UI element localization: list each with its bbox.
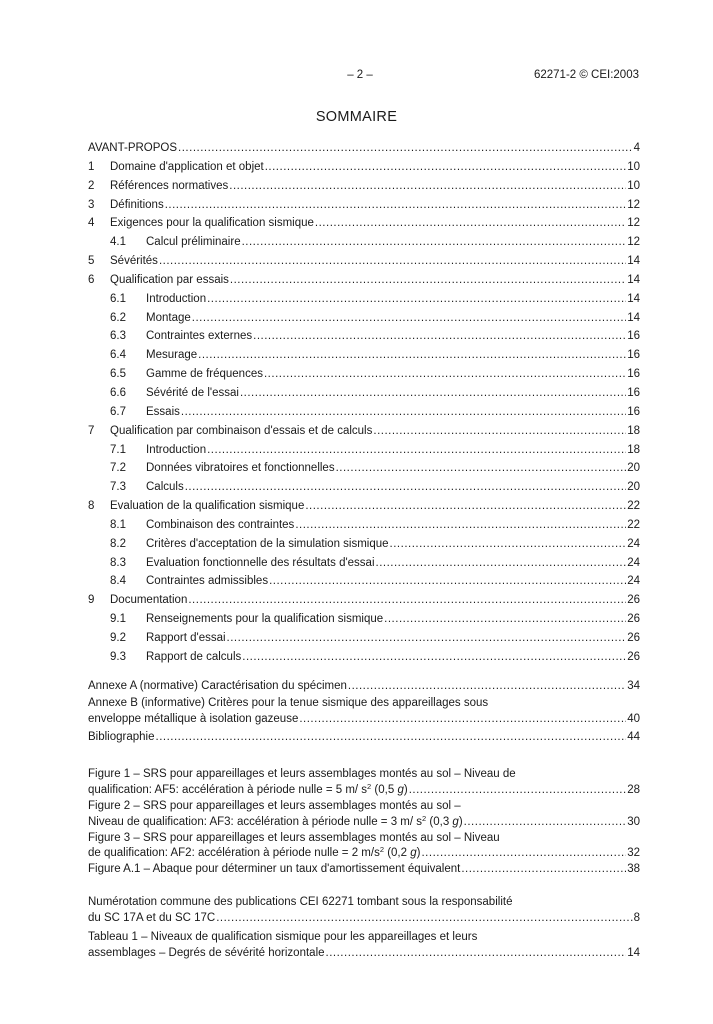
entry-page: 26 bbox=[627, 613, 640, 626]
entry-label-line: Figure 1 – SRS pour appareillages et leurs assemblages montés au sol – Niveau de bbox=[88, 768, 516, 780]
entry-label-line: assemblages – Degrés de sévérité horizontale bbox=[88, 946, 325, 959]
entry-page: 26 bbox=[627, 631, 640, 644]
toc-entry-common-numbering[interactable] bbox=[88, 895, 640, 927]
entry-label: Sévérités bbox=[110, 255, 158, 268]
toc-entry[interactable] bbox=[88, 459, 640, 478]
entry-page: 14 bbox=[627, 255, 640, 268]
entry-number: 6.4 bbox=[110, 349, 126, 362]
entry-page: 32 bbox=[627, 847, 640, 860]
entry-page: 10 bbox=[627, 160, 640, 173]
dot-leader bbox=[188, 591, 626, 610]
entry-page: 30 bbox=[627, 815, 640, 828]
toc-entry[interactable] bbox=[88, 252, 640, 271]
entry-label-line: enveloppe métallique à isolation gazeuse bbox=[88, 712, 299, 725]
entry-page: 16 bbox=[627, 368, 640, 381]
toc-entry-annex-a[interactable] bbox=[88, 677, 640, 696]
entry-page: 24 bbox=[627, 575, 640, 588]
entry-label: Qualification par combinaison d'essais et de calculs bbox=[110, 424, 373, 437]
entry-number: 6.3 bbox=[110, 330, 126, 343]
entry-label: Introduction bbox=[146, 443, 207, 456]
dot-leader bbox=[265, 158, 626, 177]
entry-label-line: Figure 3 – SRS pour appareillages et leurs assemblages montés au sol – Niveau bbox=[88, 831, 500, 844]
dot-leader bbox=[326, 946, 627, 962]
toc-entry[interactable] bbox=[88, 554, 640, 573]
entry-label-line: Niveau de qualification: AF3: accélération à période nulle = 3 m/ $s^2$ (0,3 g) bbox=[88, 813, 463, 828]
toc-entry[interactable] bbox=[88, 497, 640, 516]
entry-label: Introduction bbox=[146, 292, 207, 305]
dot-leader bbox=[409, 783, 627, 799]
toc-entry[interactable] bbox=[88, 648, 640, 667]
entry-label: Evaluation fonctionnelle des résultats d'essai bbox=[146, 556, 375, 569]
page-title: SOMMAIRE bbox=[315, 109, 398, 125]
dot-leader bbox=[242, 233, 627, 252]
dot-leader bbox=[198, 346, 626, 365]
entry-label: Qualification par essais bbox=[110, 273, 229, 286]
entry-page: 14 bbox=[627, 311, 640, 324]
entry-page: 18 bbox=[627, 424, 640, 437]
entry-number: 7.1 bbox=[110, 443, 126, 456]
entry-number: 9.3 bbox=[110, 650, 126, 663]
entry-number: 3 bbox=[88, 198, 95, 211]
entry-label: Combinaison des contraintes bbox=[146, 518, 295, 531]
entry-page: 12 bbox=[627, 198, 640, 211]
entry-label: Calcul préliminaire bbox=[146, 236, 241, 249]
dot-leader bbox=[216, 911, 632, 927]
entry-number: 2 bbox=[88, 179, 95, 192]
dot-leader bbox=[464, 815, 627, 831]
entry-label: Mesurage bbox=[146, 349, 198, 362]
entry-number: 8 bbox=[88, 500, 95, 513]
entry-page: 44 bbox=[627, 730, 640, 743]
entry-page: 24 bbox=[627, 556, 640, 569]
toc-entry[interactable] bbox=[88, 233, 640, 252]
toc-entry[interactable] bbox=[88, 290, 640, 309]
entry-number: 8.1 bbox=[110, 518, 126, 531]
entry-number: 6.2 bbox=[110, 311, 126, 324]
entry-page: 14 bbox=[627, 273, 640, 286]
toc-entry[interactable] bbox=[88, 516, 640, 535]
entry-label: Montage bbox=[146, 311, 191, 324]
entry-number: 7.2 bbox=[110, 462, 126, 475]
dot-leader bbox=[461, 862, 626, 878]
entry-page: 12 bbox=[627, 217, 640, 230]
entry-page: 24 bbox=[627, 537, 640, 550]
entry-label: Exigences pour la qualification sismique bbox=[110, 217, 314, 230]
document-reference: 62271-2 © CEI:2003 bbox=[533, 69, 639, 81]
entry-page: 14 bbox=[627, 946, 640, 959]
dot-leader bbox=[227, 629, 627, 648]
dot-leader bbox=[240, 384, 626, 403]
dot-leader bbox=[159, 252, 626, 271]
entry-page: 8 bbox=[633, 911, 640, 924]
toc-entry-figure-1[interactable] bbox=[88, 767, 640, 799]
entry-label: Domaine d'application et objet bbox=[110, 160, 264, 173]
entry-label: Bibliographie bbox=[88, 730, 155, 743]
entry-label: Gamme de fréquences bbox=[146, 368, 263, 381]
entry-label-line: Annexe B (informative) Critères pour la tenue sismique des appareillages sous bbox=[88, 696, 489, 709]
toc-entry[interactable] bbox=[88, 591, 640, 610]
entry-label: Calculs bbox=[146, 481, 184, 494]
entry-number: 4 bbox=[88, 217, 95, 230]
entry-label-line: de qualification: AF2: accélération à période nulle = 2 $m/s^2$ (0,2 g) bbox=[88, 845, 421, 860]
toc-entry-figure-3[interactable] bbox=[88, 831, 640, 863]
entry-page: 28 bbox=[627, 783, 640, 796]
toc-entry[interactable] bbox=[88, 177, 640, 196]
dot-leader bbox=[185, 478, 626, 497]
figure-list bbox=[88, 767, 640, 878]
entry-page: 12 bbox=[627, 236, 640, 249]
toc-entry[interactable] bbox=[88, 158, 640, 177]
page-number: – 2 – bbox=[347, 69, 373, 81]
entry-number: 8.4 bbox=[110, 575, 126, 588]
dot-leader bbox=[230, 271, 626, 290]
toc-entry[interactable] bbox=[88, 478, 640, 497]
annex-list bbox=[88, 677, 640, 746]
entry-label: Contraintes externes bbox=[146, 330, 253, 343]
entry-page: 20 bbox=[627, 462, 640, 475]
dot-leader bbox=[376, 554, 627, 573]
entry-page: 4 bbox=[633, 142, 640, 154]
entry-number: 9.1 bbox=[110, 613, 126, 626]
toc-entry[interactable] bbox=[88, 629, 640, 648]
entry-page: 26 bbox=[627, 650, 640, 663]
entry-page: 38 bbox=[627, 863, 640, 876]
entry-label-line: Figure 2 – SRS pour appareillages et leurs assemblages montés au sol – bbox=[88, 799, 461, 812]
entry-label-line: du SC 17A et du SC 17C bbox=[88, 911, 216, 924]
entry-page: 18 bbox=[627, 443, 640, 456]
dot-leader bbox=[299, 712, 626, 728]
toc-entry[interactable] bbox=[88, 384, 640, 403]
dot-leader bbox=[192, 309, 626, 328]
entry-label-line: qualification: AF5: accélération à période nulle = 5 m/ $s^2$ (0,5 g) bbox=[88, 781, 408, 796]
table-list bbox=[88, 895, 640, 962]
toc-entry[interactable] bbox=[88, 610, 640, 629]
entry-number: 4.1 bbox=[110, 236, 126, 249]
entry-label: Sévérité de l'essai bbox=[146, 386, 239, 399]
entry-number: 6 bbox=[88, 273, 95, 286]
entry-number: 9 bbox=[88, 594, 95, 607]
entry-page: 16 bbox=[627, 405, 640, 418]
toc-entry[interactable] bbox=[88, 196, 640, 215]
dot-leader bbox=[348, 677, 626, 696]
entry-number: 9.2 bbox=[110, 631, 126, 644]
toc-entry[interactable] bbox=[88, 327, 640, 346]
entry-page: 20 bbox=[627, 481, 640, 494]
dot-leader bbox=[181, 403, 626, 422]
toc-entry[interactable] bbox=[88, 309, 640, 328]
dot-leader bbox=[305, 497, 626, 516]
dot-leader bbox=[315, 214, 626, 233]
toc-entry[interactable] bbox=[88, 572, 640, 591]
dot-leader bbox=[242, 648, 626, 667]
entry-number: 8.2 bbox=[110, 537, 126, 550]
entry-number: 7.3 bbox=[110, 481, 126, 494]
dot-leader bbox=[165, 196, 627, 215]
entry-number: 6.1 bbox=[110, 292, 126, 305]
toc-entry[interactable] bbox=[88, 422, 640, 441]
entry-label: Annexe A (normative) Caractérisation du spécimen bbox=[88, 680, 347, 692]
entry-number: 5 bbox=[88, 255, 95, 268]
dot-leader bbox=[269, 572, 626, 591]
entry-number: 6.7 bbox=[110, 405, 126, 418]
dot-leader bbox=[390, 535, 627, 554]
entry-label: Evaluation de la qualification sismique bbox=[110, 500, 305, 513]
dot-leader bbox=[264, 365, 626, 384]
dot-leader bbox=[178, 139, 633, 158]
dot-leader bbox=[229, 177, 626, 196]
entry-page: 16 bbox=[627, 330, 640, 343]
toc-entry-bibliography[interactable] bbox=[88, 728, 640, 747]
entry-label: AVANT-PROPOS bbox=[88, 142, 178, 154]
entry-label: Critères d'acceptation de la simulation sismique bbox=[146, 537, 389, 550]
toc-entry[interactable] bbox=[88, 139, 640, 158]
dot-leader bbox=[384, 610, 626, 629]
entry-page: 26 bbox=[627, 594, 640, 607]
entry-page: 40 bbox=[627, 712, 640, 725]
dot-leader bbox=[207, 441, 626, 460]
toc-entry-annex-b[interactable] bbox=[88, 696, 640, 728]
toc-entry-figure-2[interactable] bbox=[88, 799, 640, 831]
toc-entry-figure-a1[interactable] bbox=[88, 862, 640, 878]
entry-number: 7 bbox=[88, 424, 95, 437]
entry-label: Documentation bbox=[110, 594, 188, 607]
entry-number: 6.5 bbox=[110, 368, 126, 381]
toc-entry[interactable] bbox=[88, 346, 640, 365]
entry-number: 6.6 bbox=[110, 386, 126, 399]
dot-leader bbox=[421, 846, 626, 862]
entry-label-line: Tableau 1 – Niveaux de qualification sismique pour les appareillages et leurs bbox=[88, 930, 478, 943]
dot-leader bbox=[336, 459, 627, 478]
entry-page: 34 bbox=[627, 680, 640, 692]
dot-leader bbox=[253, 327, 626, 346]
dot-leader bbox=[207, 290, 626, 309]
entry-page: 16 bbox=[627, 349, 640, 362]
toc-entry[interactable] bbox=[88, 214, 640, 233]
entry-number: 8.3 bbox=[110, 556, 126, 569]
table-of-contents bbox=[88, 139, 640, 667]
entry-label: Données vibratoires et fonctionnelles bbox=[146, 462, 335, 475]
entry-page: 22 bbox=[627, 500, 640, 513]
dot-leader bbox=[373, 422, 626, 441]
entry-page: 14 bbox=[627, 292, 640, 305]
entry-label: Définitions bbox=[110, 198, 164, 211]
entry-number: 1 bbox=[88, 160, 95, 173]
entry-page: 10 bbox=[627, 179, 640, 192]
toc-entry-table-1[interactable] bbox=[88, 930, 640, 962]
entry-label: Figure A.1 – Abaque pour déterminer un taux d'amortissement équivalent bbox=[88, 863, 461, 876]
entry-label: Renseignements pour la qualification sismique bbox=[146, 613, 384, 626]
entry-label: Essais bbox=[146, 405, 180, 418]
toc-entry[interactable] bbox=[88, 535, 640, 554]
entry-page: 16 bbox=[627, 386, 640, 399]
toc-entry[interactable] bbox=[88, 271, 640, 290]
toc-entry[interactable] bbox=[88, 365, 640, 384]
toc-entry[interactable] bbox=[88, 441, 640, 460]
entry-label: Rapport d'essai bbox=[146, 631, 226, 644]
entry-label: Références normatives bbox=[110, 179, 229, 192]
entry-label: Rapport de calculs bbox=[146, 650, 242, 663]
dot-leader bbox=[156, 728, 627, 747]
entry-page: 22 bbox=[627, 518, 640, 531]
entry-label: Contraintes admissibles bbox=[146, 575, 269, 588]
dot-leader bbox=[295, 516, 626, 535]
toc-entry[interactable] bbox=[88, 403, 640, 422]
entry-label-line: Numérotation commune des publications CEI 62271 tombant sous la responsabilité bbox=[88, 896, 513, 908]
